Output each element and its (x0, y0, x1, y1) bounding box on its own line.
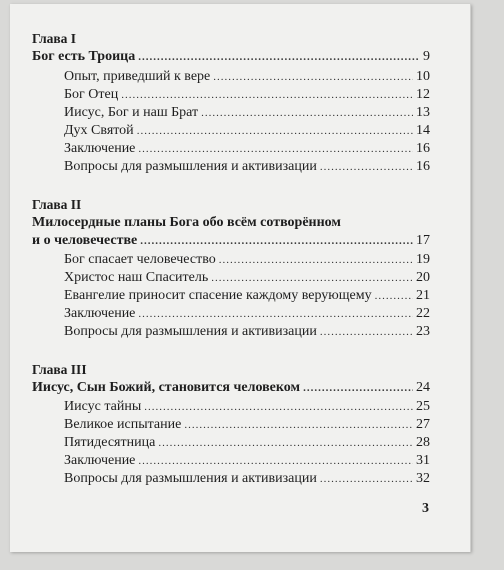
leader-dots (201, 104, 413, 122)
entry-title: Евангелие приносит спасение каждому верующему (64, 288, 372, 303)
leader-dots (184, 416, 413, 434)
toc-entry (64, 470, 430, 488)
page-ref: 12 (416, 87, 430, 102)
leader-dots (121, 86, 413, 104)
toc-entry (64, 323, 430, 341)
leader-dots (138, 48, 420, 66)
toc-entry (64, 416, 430, 434)
leader-dots (303, 379, 413, 397)
toc-entry (64, 287, 430, 305)
chapter-heading: Глава II (32, 197, 82, 212)
chapter-title-row (32, 232, 430, 250)
entry-title: Иисус тайны (64, 399, 142, 414)
chapter-title-row (32, 48, 430, 66)
entry-title: Вопросы для размышления и активизации (64, 324, 317, 339)
leader-dots (138, 140, 413, 158)
leader-dots (140, 232, 413, 250)
page-ref: 25 (416, 399, 430, 414)
leader-dots (137, 122, 413, 140)
leader-dots (213, 68, 413, 86)
leader-dots (144, 398, 413, 416)
entry-title: Дух Святой (64, 123, 134, 138)
chapter-title: и о человечестве (32, 233, 138, 248)
page-ref: 31 (416, 453, 430, 468)
leader-dots (375, 287, 413, 305)
leader-dots (138, 305, 413, 323)
page-ref: 24 (416, 380, 430, 395)
toc-entry (64, 86, 430, 104)
entry-title: Христос наш Спаситель (64, 270, 209, 285)
entry-title: Бог спасает человечество (64, 252, 216, 267)
toc-entry (64, 434, 430, 452)
leader-dots (219, 251, 413, 269)
entry-title: Заключение (64, 306, 136, 321)
toc-entry (64, 305, 430, 323)
entry-title: Вопросы для размышления и активизации (64, 471, 317, 486)
chapter-title: Бог есть Троица (32, 49, 136, 64)
chapter-heading: Глава I (32, 31, 77, 46)
page-ref: 20 (416, 270, 430, 285)
page-ref: 16 (416, 141, 430, 156)
page-ref: 16 (416, 159, 430, 174)
leader-dots (158, 434, 413, 452)
page-ref: 17 (416, 233, 430, 248)
entry-title: Пятидесятница (64, 435, 156, 450)
page-ref: 23 (416, 324, 430, 339)
toc-entry (64, 158, 430, 176)
leader-dots (320, 158, 413, 176)
page-ref: 28 (416, 435, 430, 450)
page-ref: 10 (416, 69, 430, 84)
toc-entry (64, 269, 430, 287)
chapter-heading: Глава III (32, 362, 87, 377)
page-ref: 27 (416, 417, 430, 432)
page-ref: 14 (416, 123, 430, 138)
toc-entry (64, 68, 430, 86)
book-page (10, 4, 471, 552)
chapter-title: Иисус, Сын Божий, становится человеком (32, 380, 301, 395)
toc-entry (64, 398, 430, 416)
leader-dots (138, 452, 413, 470)
chapter-title-row (32, 379, 430, 397)
chapter-title: Милосердные планы Бога обо всём сотворённом (32, 215, 341, 230)
entry-title: Заключение (64, 453, 136, 468)
entry-title: Заключение (64, 141, 136, 156)
leader-dots (320, 323, 413, 341)
entry-title: Бог Отец (64, 87, 119, 102)
page-ref: 21 (416, 288, 430, 303)
page-ref: 9 (423, 49, 430, 64)
toc-entry (64, 452, 430, 470)
page-number: 3 (422, 501, 429, 516)
toc-entry (64, 251, 430, 269)
entry-title: Вопросы для размышления и активизации (64, 159, 317, 174)
leader-dots (320, 470, 413, 488)
page-ref: 13 (416, 105, 430, 120)
toc-entry (64, 104, 430, 122)
toc-entry (64, 140, 430, 158)
toc-entry (64, 122, 430, 140)
page-ref: 32 (416, 471, 430, 486)
entry-title: Опыт, приведший к вере (64, 69, 211, 84)
entry-title: Иисус, Бог и наш Брат (64, 105, 199, 120)
leader-dots (211, 269, 413, 287)
page-ref: 19 (416, 252, 430, 267)
page-ref: 22 (416, 306, 430, 321)
entry-title: Великое испытание (64, 417, 182, 432)
